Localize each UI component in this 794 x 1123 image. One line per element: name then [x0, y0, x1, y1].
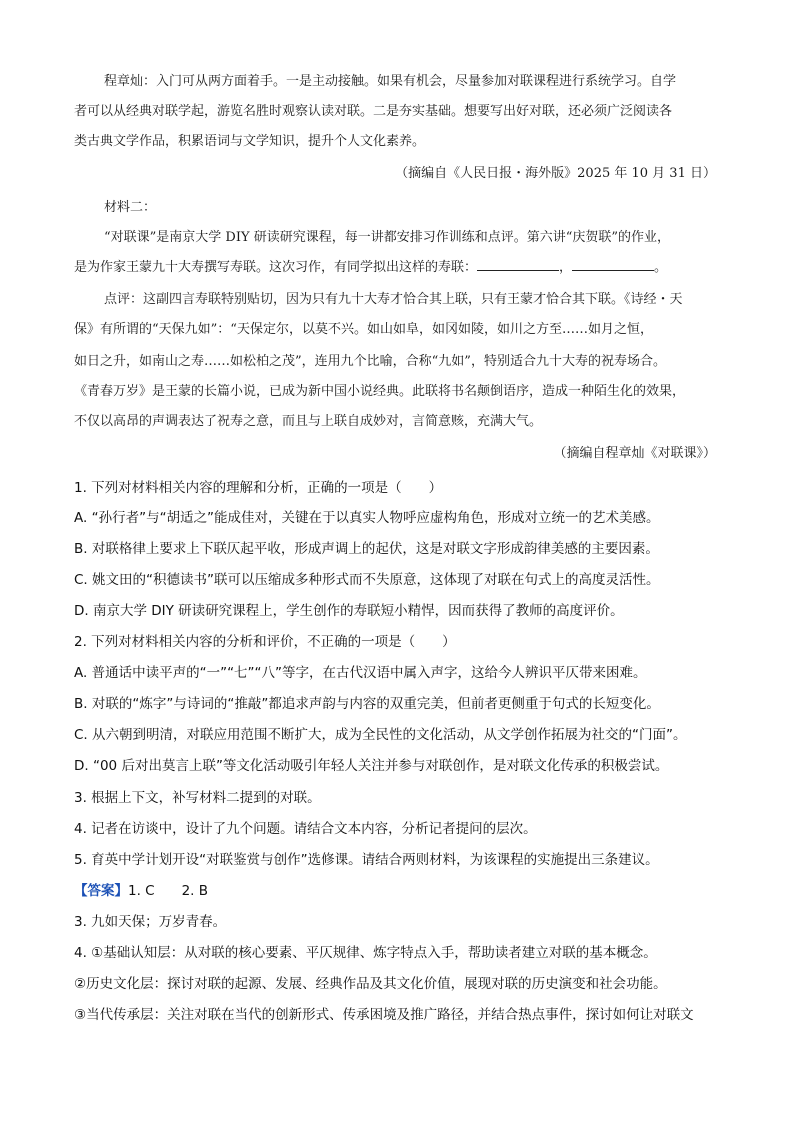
q2-option-b: B. 对联的“炼字”与诗词的“推敲”都追求声韵与内容的双重完美，但前者更侧重于句式的长短变化。	[74, 696, 660, 712]
material2-heading: 材料二：	[104, 200, 157, 215]
couplet-blank-1	[477, 258, 559, 271]
material2-para2-line5: 不仅以高昂的声调表达了祝寿之意，而且与上联自成妙对，言简意赅，充满大气。	[74, 414, 543, 429]
answer-1-2: 1. C 2. B	[128, 883, 209, 899]
material2-para2-line1: 点评：这副四言寿联特别贴切，因为只有九十大寿才恰合其上联，只有王蒙才恰合其下联。《诗经・天	[104, 292, 683, 307]
material2-para2-line3: 如日之升，如南山之寿……如松柏之茂”，连用九个比喻，合称“九如”，特别适合九十大寿的祝寿场合。	[74, 354, 666, 369]
question-4: 4. 记者在访谈中，设计了九个问题。请结合文本内容，分析记者提问的层次。	[74, 821, 537, 837]
material1-line-3: 类古典文学作品，积累语词与文学知识，提升个人文化素养。	[74, 134, 426, 149]
q2-option-d: D. “00 后对出莫言上联”等文化活动吸引年轻人关注并参与对联创作，是对联文化传承的积极尝试。	[74, 758, 669, 774]
question-1: 1. 下列对材料相关内容的理解和分析，正确的一项是（ ）	[74, 480, 443, 496]
answer-4-line1: 4. ①基础认知层：从对联的核心要素、平仄规律、炼字特点入手，帮助读者建立对联的基本概念。	[74, 945, 657, 961]
q1-option-a: A. “孙行者”与“胡适之”能成佳对，关键在于以真实人物呼应虚构角色，形成对立统一的艺术美感。	[74, 510, 660, 526]
question-2: 2. 下列对材料相关内容的分析和评价，不正确的一项是（ ）	[74, 634, 456, 650]
answer-tag: 【答案】	[74, 883, 128, 899]
material2-para2-line2: 保》有所谓的“天保九如”：“天保定尔，以莫不兴。如山如阜，如冈如陵，如川之方至……如月之恒，	[74, 322, 653, 337]
question-3: 3. 根据上下文，补写材料二提到的对联。	[74, 790, 321, 806]
material2-para1-line2: 是为作家王蒙九十大寿撰写寿联。这次习作，有同学拟出这样的寿联： ， 。	[74, 260, 668, 275]
material1-source: （摘编自《人民日报・海外版》2025 年 10 月 31 日）	[395, 166, 716, 181]
q2-option-a: A. 普通话中读平声的“一”“七”“八”等字，在古代汉语中属入声字，这给今人辨识平仄带来困难。	[74, 665, 647, 681]
material2-para2-line4: 《青春万岁》是王蒙的长篇小说，已成为新中国小说经典。此联将书名颠倒语序，造成一种陌生化的效果，	[74, 384, 686, 399]
answer-4-line2: ②历史文化层：探讨对联的起源、发展、经典作品及其文化价值，展现对联的历史演变和社会功能。	[74, 976, 667, 992]
material2-source: （摘编自程章灿《对联课》）	[553, 446, 716, 461]
material1-line-1: 程章灿：入门可从两方面着手。一是主动接触。如果有机会，尽量参加对联课程进行系统学习。自学	[104, 74, 677, 89]
question-5: 5. 育英中学计划开设“对联鉴赏与创作”选修课。请结合两则材料，为该课程的实施提出三条建议。	[74, 852, 659, 868]
couplet-prompt: 是为作家王蒙九十大寿撰写寿联。这次习作，有同学拟出这样的寿联：	[74, 260, 478, 275]
couplet-blank-2	[572, 258, 654, 271]
answer-3: 3. 九如天保；万岁青春。	[74, 914, 227, 930]
material2-para1-line1: “对联课”是南京大学 DIY 研读研究课程，每一讲都安排习作训练和点评。第六讲“庆贺联”的作业，	[104, 230, 670, 245]
material1-line-2: 者可以从经典对联学起，游览名胜时观察认读对联。二是夯实基础。想要写出好对联，还必须广泛阅读各	[74, 104, 673, 119]
q1-option-b: B. 对联格律上要求上下联仄起平收，形成声调上的起伏，这是对联文字形成韵律美感的主要因素。	[74, 541, 659, 557]
answer-4-line3: ③当代传承层：关注对联在当代的创新形式、传承困境及推广路径，并结合热点事件，探讨如何让对联文	[74, 1007, 694, 1023]
answer-line-1	[74, 879, 208, 899]
q1-option-d: D. 南京大学 DIY 研读研究课程上，学生创作的寿联短小精悍，因而获得了教师的高度评价。	[74, 603, 624, 619]
q1-option-c: C. 姚文田的“积德读书”联可以压缩成多种形式而不失原意，这体现了对联在句式上的高度灵活性。	[74, 572, 660, 588]
q2-option-c: C. 从六朝到明清，对联应用范围不断扩大，成为全民性的文化活动，从文学创作拓展为社交的“门面”。	[74, 727, 687, 743]
